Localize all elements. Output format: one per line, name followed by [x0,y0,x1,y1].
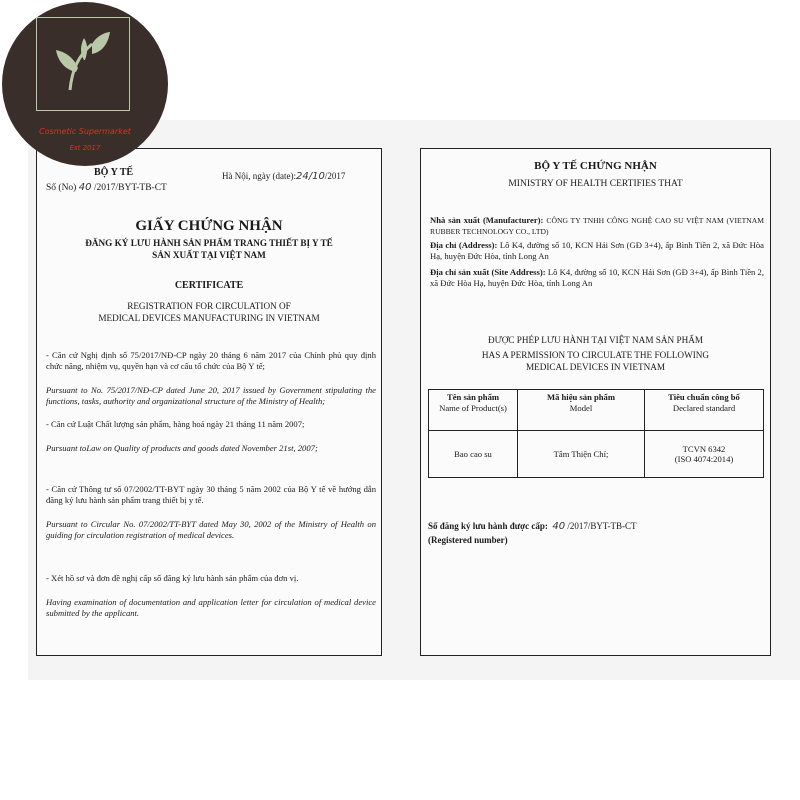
legal-basis-1-en: Pursuant to No. 75/2017/NĐ-CP dated June 20, 2017 issued by Government stipulating the functions, tasks, authority and organizational structure of the Ministry of Health; [46,385,376,407]
header-model: Mã hiệu sản phẩm Model [518,390,645,431]
legal-basis-2-en: Pursuant toLaw on Quality of products and goods dated November 21st, 2007; [46,443,318,453]
permit-en-2: MEDICAL DEVICES IN VIETNAM [525,362,666,372]
table-row [429,431,764,478]
date-handwritten: 24/10 [295,171,325,182]
registration-handwritten: 40 [552,521,566,532]
leaf-icon [52,30,114,94]
manufacturer-line: Nhà sản xuất (Manufacturer): CÔNG TY TNHH CÔNG NGHỆ CAO SU VIỆT NAM (VIETNAM RUBBER TECHNOLOGY CO., LTD) [430,215,764,237]
cell-product-name: Bao cao su [429,431,518,478]
logo-est: Est 2017 [69,144,101,152]
address-line: Địa chỉ (Address): Lô K4, đường số 10, KCN Hải Sơn (GĐ 3+4), ấp Bình Tiền 2, xã Đức Hòa Hạ, huyện Đức Hòa, tỉnh Long An [430,240,764,262]
right-org-vi: BỘ Y TẾ CHỨNG NHẬN [534,160,657,172]
registration-number-line: Số đăng ký lưu hành được cấp: 40 /2017/BYT-TB-CT [428,521,637,532]
right-org-en: MINISTRY OF HEALTH CERTIFIES THAT [508,179,683,189]
left-org: BỘ Y TẾ [94,167,134,178]
subtitle-vi-1: ĐĂNG KÝ LƯU HÀNH SẢN PHẨM TRANG THIẾT BỊ Y TẾ [85,238,333,248]
cell-standard: TCVN 6342 (ISO 4074:2014) [645,431,764,478]
legal-basis-4-en: Having examination of documentation and application letter for circulation of medical device submitted by the applicant. [46,597,376,619]
subtitle-en-1: REGISTRATION FOR CIRCULATION OF [127,301,291,311]
legal-basis-3-en: Pursuant to Circular No. 07/2002/TT-BYT dated May 30, 2002 of the Ministry of Health on guiding for circulation registration of medical devices. [46,519,376,541]
permit-en-1: HAS A PERMISSION TO CIRCULATE THE FOLLOWING [481,350,710,360]
header-product-name: Tên sản phẩm Name of Product(s) [429,390,518,431]
title-en: CERTIFICATE [174,280,244,291]
title-vi: GIẤY CHỨNG NHẬN [135,218,283,234]
subtitle-vi-2: SẢN XUẤT TẠI VIỆT NAM [152,250,266,260]
product-table [428,389,764,478]
legal-basis-3-vi: - Căn cứ Thông tư số 07/2002/TT-BYT ngày 30 tháng 5 năm 2002 của Bộ Y tế về hướng dẫn đăng ký lưu hành sản phẩm trang thiết bị y tế. [46,484,376,506]
date-line: Hà Nội, ngày (date):24/10/2017 [222,171,346,182]
legal-basis-2-vi: - Căn cứ Luật Chất lượng sản phẩm, hàng hoá ngày 21 tháng 11 năm 2007; [46,419,305,429]
brand-logo [2,2,168,166]
number-handwritten: 40 [78,182,92,193]
cell-model: Tâm Thiện Chí; [518,431,645,478]
document-number: Số (No) 40 /2017/BYT-TB-CT [46,182,167,193]
registered-number-en: (Registered number) [428,535,508,545]
header-declared-standard: Tiêu chuẩn công bố Declared standard [645,390,764,431]
permit-vi: ĐƯỢC PHÉP LƯU HÀNH TẠI VIỆT NAM SẢN PHẨM [487,335,704,345]
logo-text: Cosmetic Supermarket [39,127,131,136]
legal-basis-4-vi: - Xét hồ sơ và đơn đề nghị cấp số đăng ký lưu hành sản phẩm của đơn vị. [46,573,299,583]
site-address-line: Địa chỉ sản xuất (Site Address): Lô K4, đường số 10, KCN Hải Sơn (GĐ 3+4), ấp Bình Tiền 2, xã Đức Hòa Hạ, huyện Đức Hòa, tỉnh Long An [430,267,765,289]
table-header-row [429,390,764,431]
legal-basis-1-vi: - Căn cứ Nghị định số 75/2017/NĐ-CP ngày 20 tháng 6 năm 2017 của Chính phủ quy định chức năng, nhiệm vụ, quyền hạn và cơ cấu tổ chức của Bộ Y tế; [46,350,376,372]
subtitle-en-2: MEDICAL DEVICES MANUFACTURING IN VIETNAM [98,313,320,323]
